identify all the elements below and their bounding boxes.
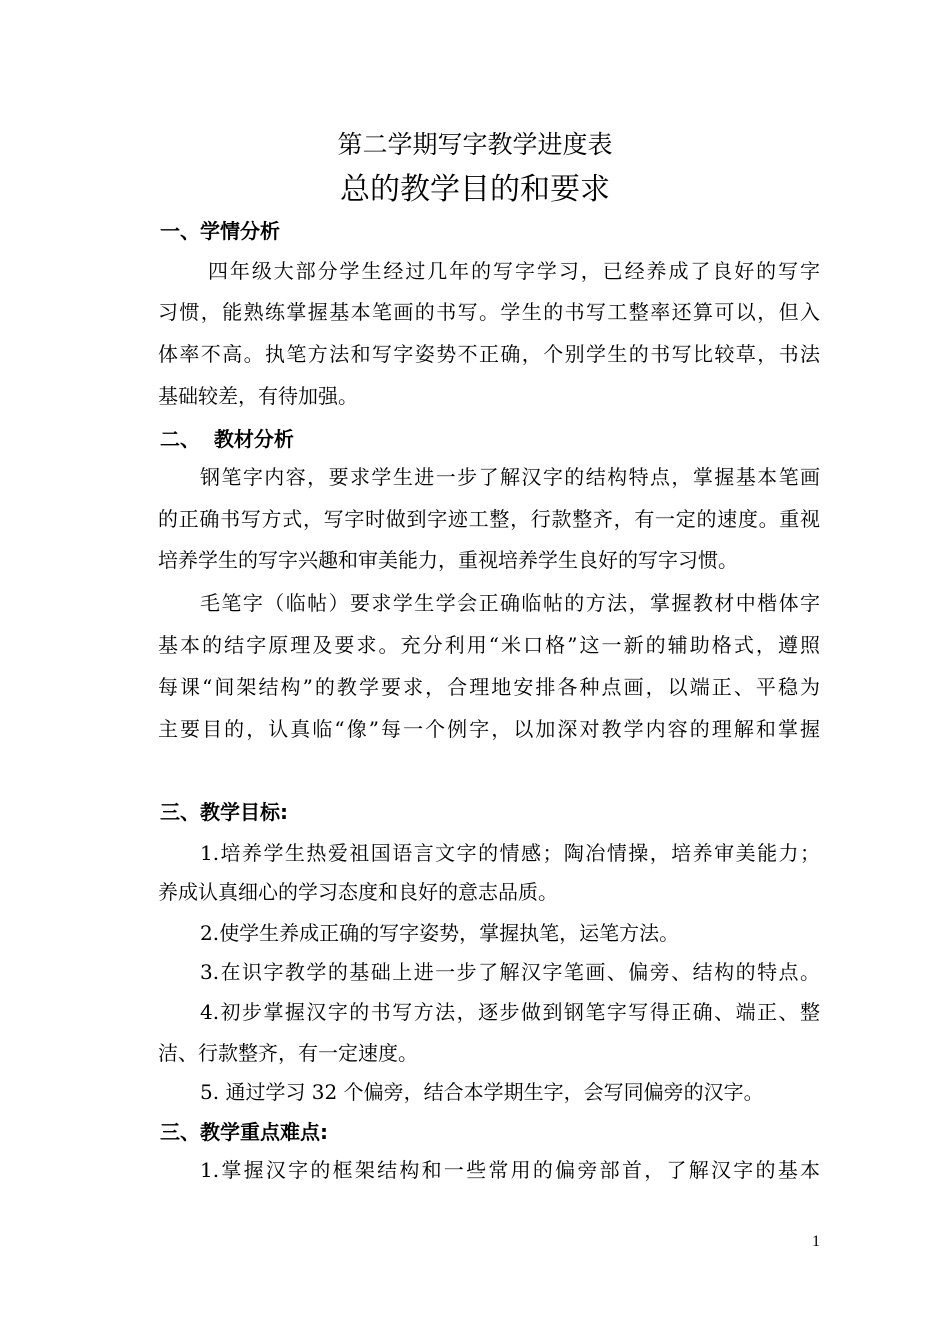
- paragraph-line: 习惯，能熟练掌握基本笔画的书写。学生的书写工整率还算可以，但入: [158, 300, 820, 324]
- list-item: 5. 通过学习 32 个偏旁，结合本学期生字，会写同偏旁的汉字。: [200, 1080, 764, 1104]
- list-item: 4.初步掌握汉字的书写方法，逐步做到钢笔字写得正确、端正、整: [200, 1000, 820, 1024]
- paragraph-line: 的正确书写方式，写字时做到字迹工整，行款整齐，有一定的速度。重视: [158, 507, 820, 531]
- paragraph-line: 体率不高。执笔方法和写字姿势不正确，个别学生的书写比较草，书法: [158, 342, 820, 366]
- paragraph-line: 每课“间架结构”的教学要求，合理地安排各种点画，以端正、平稳为: [158, 675, 820, 699]
- paragraph-line: 四年级大部分学生经过几年的写字学习，已经养成了良好的写字: [208, 259, 820, 283]
- paragraph-line: 毛笔字（临帖）要求学生学会正确临帖的方法，掌握教材中楷体字: [200, 591, 820, 615]
- list-item-continuation: 洁、行款整齐，有一定速度。: [158, 1041, 418, 1065]
- list-item: 1.掌握汉字的框架结构和一些常用的偏旁部首，了解汉字的基本: [200, 1158, 820, 1182]
- paragraph-line: 培养学生的写字兴趣和审美能力，重视培养学生良好的写字习惯。: [158, 548, 738, 572]
- paragraph-line: 主要目的，认真临“像”每一个例字，以加深对教学内容的理解和掌握: [158, 717, 820, 741]
- section-heading-teaching-goals: 三、教学目标:: [160, 800, 288, 824]
- list-item-continuation: 养成认真细心的学习态度和良好的意志品质。: [158, 880, 558, 904]
- paragraph-line: 基本的结字原理及要求。充分利用“米口格”这一新的辅助格式，遵照: [158, 633, 820, 657]
- document-subtitle: 总的教学目的和要求: [340, 172, 610, 207]
- paragraph-line: 钢笔字内容，要求学生进一步了解汉字的结构特点，掌握基本笔画: [200, 465, 820, 489]
- page-number: 1: [812, 1233, 820, 1250]
- document-title: 第二学期写字教学进度表: [337, 130, 613, 159]
- section-heading-textbook-analysis: 二、 教材分析: [160, 427, 294, 451]
- paragraph-line: 基础较差，有待加强。: [158, 384, 358, 408]
- list-item: 2.使学生养成正确的写字姿势，掌握执笔，运笔方法。: [200, 921, 680, 945]
- section-heading-student-analysis: 一、学情分析: [160, 219, 280, 243]
- section-heading-key-difficulties: 三、教学重点难点:: [160, 1120, 328, 1144]
- list-item: 3.在识字教学的基础上进一步了解汉字笔画、偏旁、结构的特点。: [200, 960, 820, 984]
- list-item: 1.培养学生热爱祖国语言文字的情感；陶冶情操，培养审美能力；: [200, 841, 820, 865]
